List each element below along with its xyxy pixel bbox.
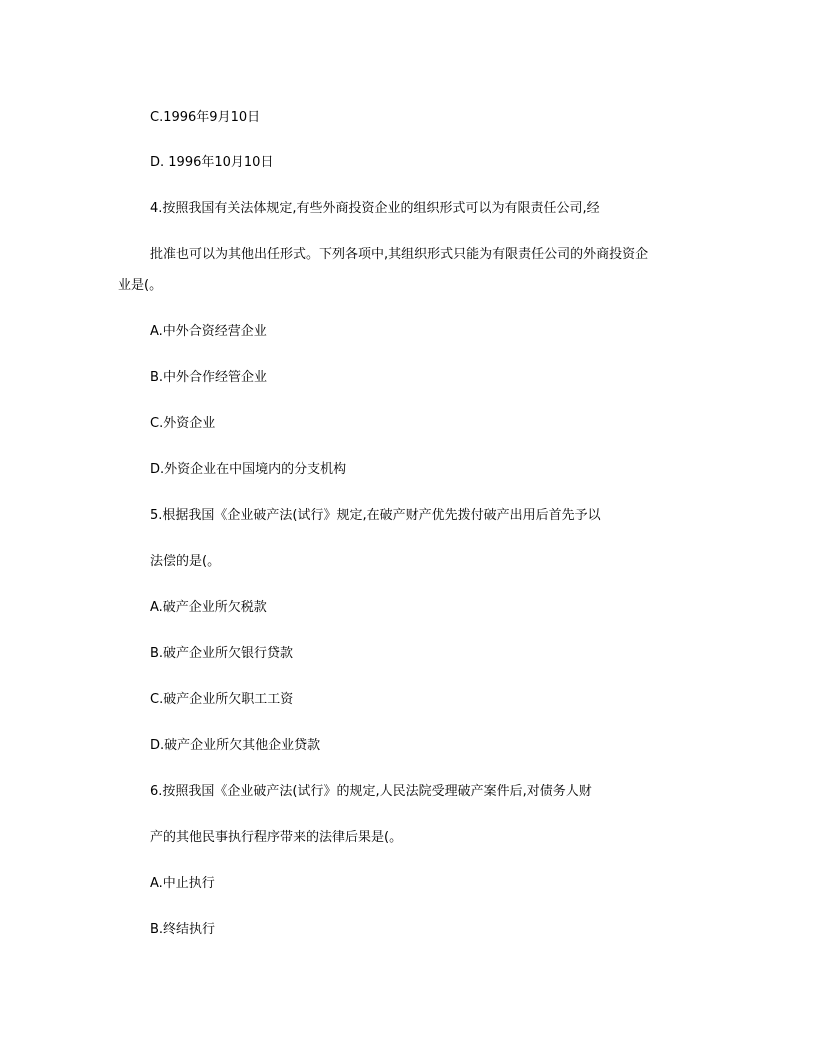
option-b-q6: B.终结执行 [150, 922, 216, 937]
option-a-q5: A.破产企业所欠税款 [150, 600, 267, 615]
option-c-q4: C.外资企业 [150, 416, 216, 431]
option-a-q4: A.中外合资经营企业 [150, 324, 267, 339]
question-4-line-1: 4.按照我国有关法体规定,有些外商投资企业的组织形式可以为有限责任公司,经 [150, 201, 600, 216]
question-4-line-2: 批准也可以为其他出任形式。下列各项中,其组织形式只能为有限责任公司的外商投资企 [150, 247, 649, 262]
option-d-q4: D.外资企业在中国境内的分支机构 [150, 462, 347, 477]
option-a-q6: A.中止执行 [150, 876, 215, 891]
question-5-line-2: 法偿的是(。 [150, 554, 221, 569]
option-d-q5: D.破产企业所欠其他企业贷款 [150, 738, 321, 753]
question-6-line-1: 6.按照我国《企业破产法(试行》的规定,人民法院受理破产案件后,对债务人财 [150, 784, 592, 799]
question-6-line-2: 产的其他民事执行程序带来的法律后果是(。 [150, 830, 403, 845]
question-5-line-1: 5.根据我国《企业破产法(试行》规定,在破产财产优先拨付破产出用后首先予以 [150, 508, 601, 523]
option-b-q5: B.破产企业所欠银行贷款 [150, 646, 294, 661]
option-d-q3: D. 1996年10月10日 [150, 155, 274, 170]
option-c-q3: C.1996年9月10日 [150, 110, 261, 125]
option-b-q4: B.中外合作经管企业 [150, 370, 268, 385]
question-4-line-3: 业是(。 [118, 278, 163, 293]
option-c-q5: C.破产企业所欠职工工资 [150, 692, 294, 707]
